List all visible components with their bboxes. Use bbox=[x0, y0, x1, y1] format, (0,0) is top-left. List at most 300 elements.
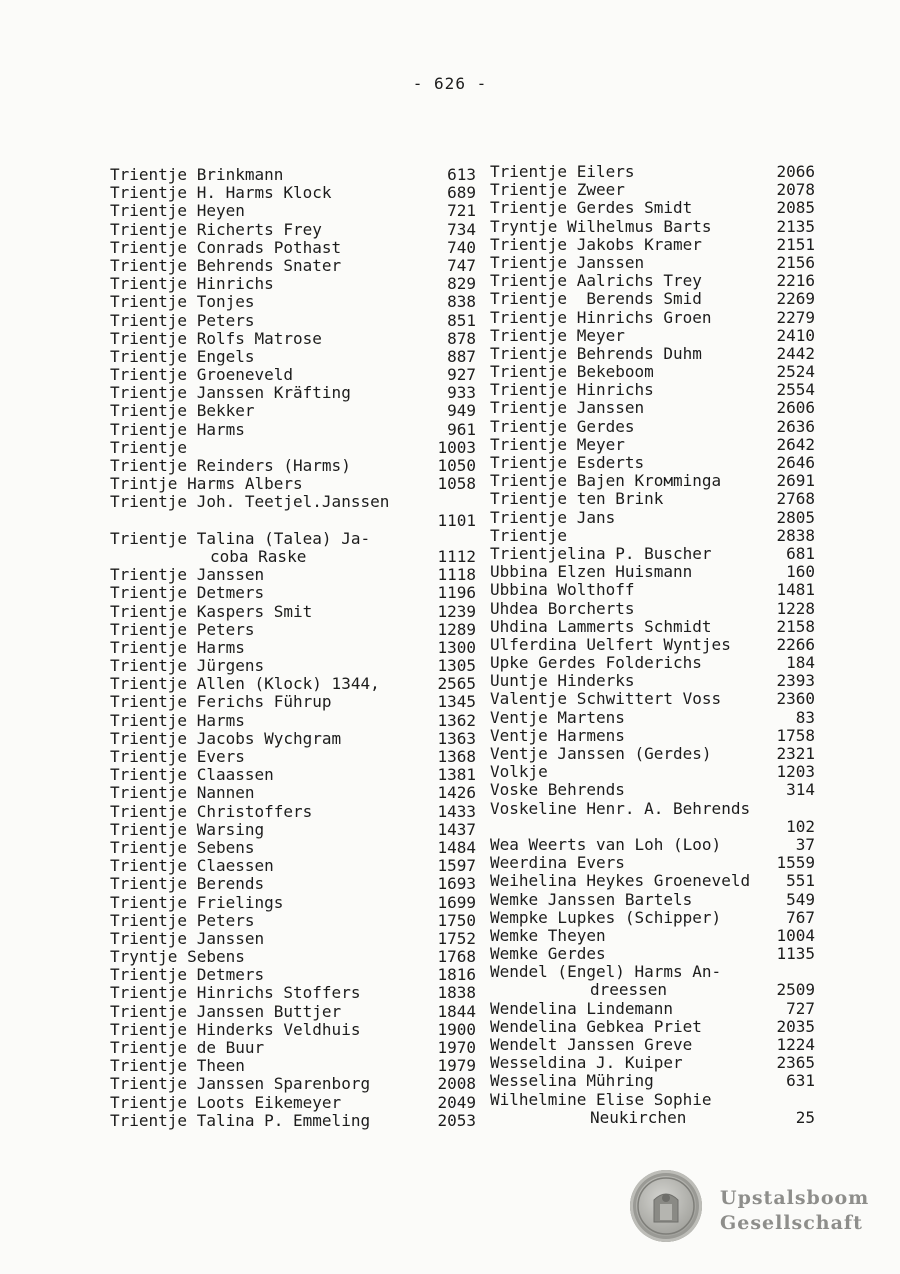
index-entry bbox=[490, 1000, 815, 1018]
entry-number: 1101 bbox=[437, 510, 476, 530]
entry-name: Wesselina Mühring bbox=[490, 1071, 654, 1091]
entry-number: 1970 bbox=[437, 1038, 476, 1057]
entry-number: 838 bbox=[447, 292, 476, 312]
index-entry bbox=[490, 945, 815, 963]
entry-number: 1699 bbox=[437, 892, 476, 912]
entry-number: 1362 bbox=[437, 710, 476, 730]
index-entry bbox=[110, 566, 476, 584]
index-entry bbox=[490, 199, 815, 217]
entry-name: Wemke Janssen Bartels bbox=[490, 889, 693, 909]
index-entry bbox=[490, 690, 815, 708]
entry-number: 1597 bbox=[437, 856, 476, 876]
entry-name: Trientje Gerdes Smidt bbox=[490, 198, 693, 218]
index-entry bbox=[110, 930, 476, 948]
brand-line-1: Upstalsboom bbox=[720, 1187, 870, 1209]
entry-name: Trientje Janssen Sparenborg bbox=[110, 1074, 371, 1094]
entry-name: Trientje Jürgens bbox=[110, 656, 265, 676]
entry-name: Trientje Hinrichs bbox=[490, 380, 654, 400]
index-entry bbox=[110, 457, 476, 475]
index-entry bbox=[490, 600, 815, 618]
index-entry bbox=[490, 163, 815, 181]
entry-name: Wemke Gerdes bbox=[490, 944, 606, 964]
index-entry bbox=[490, 654, 815, 672]
entry-number: 2606 bbox=[776, 398, 815, 418]
entry-name: Trientje Bajen Krомminga bbox=[490, 471, 722, 491]
index-entry bbox=[490, 636, 815, 654]
entry-number: 1844 bbox=[437, 1001, 476, 1021]
entry-name: Trientje Joh. Teetjel.Janssen bbox=[110, 492, 390, 512]
index-entry bbox=[110, 748, 476, 766]
entry-name: Valentje Schwittert Voss bbox=[490, 689, 722, 709]
index-entry bbox=[110, 221, 476, 239]
entry-name: Wilhelmine Elise Sophie bbox=[490, 1089, 712, 1109]
entry-number: 2442 bbox=[776, 343, 815, 363]
entry-name: Trientje Janssen Kräfting bbox=[110, 383, 351, 403]
entry-name: Trientje Janssen bbox=[110, 565, 265, 585]
entry-name: Trientje Detmers bbox=[110, 583, 265, 603]
entry-number: 1050 bbox=[437, 456, 476, 475]
index-entry bbox=[110, 803, 476, 821]
entry-name: Trientje ten Brink bbox=[490, 489, 664, 509]
entry-number: 1289 bbox=[437, 619, 476, 639]
entry-name: Trientje Claessen bbox=[110, 856, 274, 876]
entry-name: Trientje Groeneveld bbox=[110, 365, 294, 385]
index-entry bbox=[110, 948, 476, 966]
entry-name: Trientje Esderts bbox=[490, 453, 645, 472]
entry-name: Wesseldina J. Kuiper bbox=[490, 1053, 683, 1073]
entry-number: 2135 bbox=[776, 216, 815, 236]
index-entry bbox=[110, 621, 476, 639]
index-entry bbox=[110, 530, 476, 566]
entry-name: Trientje Hinrichs bbox=[110, 274, 274, 294]
entry-name: Wendel (Engel) Harms An- bbox=[490, 962, 722, 982]
entry-number: 1004 bbox=[776, 925, 815, 945]
entry-name: Trientje Christoffers bbox=[110, 801, 313, 821]
entry-number: 1239 bbox=[437, 601, 476, 621]
entry-name: Trientje Evers bbox=[110, 747, 245, 766]
index-entry bbox=[490, 836, 815, 854]
index-entry bbox=[490, 181, 815, 199]
index-entry bbox=[490, 1091, 815, 1127]
index-entry bbox=[110, 330, 476, 348]
index-entry bbox=[110, 712, 476, 730]
entry-name-continued: Neukirchen bbox=[590, 1107, 687, 1127]
entry-number: 2266 bbox=[776, 634, 815, 654]
index-entry bbox=[110, 493, 476, 529]
index-entry bbox=[490, 363, 815, 381]
entry-name: Ubbina Elzen Huismann bbox=[490, 562, 693, 582]
entry-number: 1003 bbox=[437, 437, 476, 457]
entry-name: Trientje bbox=[490, 525, 568, 545]
entry-name: Trientje Bekeboom bbox=[490, 362, 654, 382]
entry-name: Trientje Zweer bbox=[490, 180, 625, 200]
index-entry bbox=[110, 984, 476, 1002]
index-entry bbox=[490, 254, 815, 272]
index-entry bbox=[490, 618, 815, 636]
index-entry bbox=[490, 309, 815, 327]
entry-number: 1750 bbox=[437, 910, 476, 930]
entry-name: Trientje Meyer bbox=[490, 434, 625, 454]
entry-name: Trientje H. Harms Klock bbox=[110, 183, 332, 203]
entry-number: 887 bbox=[447, 346, 476, 366]
entry-number: 1693 bbox=[437, 874, 476, 894]
index-entry bbox=[490, 490, 815, 508]
entry-number: 1559 bbox=[776, 853, 815, 873]
index-entry bbox=[490, 527, 815, 545]
right-index-column bbox=[490, 163, 815, 1127]
entry-number: 2156 bbox=[776, 252, 815, 272]
entry-name: Tryntje Sebens bbox=[110, 947, 245, 967]
entry-number: 1112 bbox=[437, 546, 476, 566]
index-entry bbox=[490, 218, 815, 236]
index-entry bbox=[490, 563, 815, 581]
page-number: - 626 - bbox=[412, 74, 488, 93]
index-entry bbox=[110, 766, 476, 784]
entry-name: Trientje Frielings bbox=[110, 892, 284, 912]
entry-number: 1481 bbox=[776, 580, 815, 600]
brand-line-2: Gesellschaft bbox=[720, 1212, 863, 1234]
index-entry bbox=[490, 418, 815, 436]
entry-number: 1758 bbox=[776, 725, 815, 745]
entry-number: 721 bbox=[447, 201, 476, 221]
entry-number: 1305 bbox=[437, 656, 476, 676]
index-entry bbox=[110, 421, 476, 439]
entry-number: 2151 bbox=[776, 234, 815, 254]
entry-number: 2838 bbox=[776, 525, 815, 545]
entry-name: Trientje Janssen bbox=[490, 398, 645, 418]
entry-number: 767 bbox=[786, 907, 815, 927]
entry-number: 1228 bbox=[776, 598, 815, 618]
index-entry bbox=[110, 202, 476, 220]
entry-number: 2066 bbox=[776, 162, 815, 181]
entry-name: Uhdina Lammerts Schmidt bbox=[490, 616, 712, 636]
entry-number: 2269 bbox=[776, 289, 815, 309]
index-entry bbox=[110, 966, 476, 984]
index-entry bbox=[110, 730, 476, 748]
index-entry bbox=[110, 439, 476, 457]
index-entry bbox=[490, 1018, 815, 1036]
index-entry bbox=[110, 1021, 476, 1039]
entry-name: Weerdina Evers bbox=[490, 853, 625, 873]
entry-name: Trientje Tonjes bbox=[110, 292, 255, 312]
brand-wordmark bbox=[720, 1186, 890, 1236]
index-entry bbox=[490, 345, 815, 363]
entry-number: 184 bbox=[786, 653, 815, 673]
index-entry bbox=[490, 509, 815, 527]
entry-number: 1816 bbox=[437, 965, 476, 985]
entry-number: 102 bbox=[786, 816, 815, 836]
entry-name: Trientje Reinders (Harms) bbox=[110, 456, 351, 475]
entry-name: Trientje Eilers bbox=[490, 162, 635, 181]
entry-number: 1437 bbox=[437, 819, 476, 839]
entry-number: 2216 bbox=[776, 271, 815, 291]
entry-name: Trientje Richerts Frey bbox=[110, 219, 322, 239]
index-entry bbox=[110, 166, 476, 184]
entry-name: Trientje Janssen bbox=[110, 928, 265, 948]
index-entry bbox=[110, 839, 476, 857]
index-entry bbox=[490, 381, 815, 399]
entry-name: Trientje Talina P. Emmeling bbox=[110, 1110, 371, 1130]
entry-number: 1900 bbox=[437, 1019, 476, 1039]
entry-number: 1838 bbox=[437, 983, 476, 1003]
entry-name: Wendelina Gebkea Priet bbox=[490, 1016, 702, 1036]
entry-number: 689 bbox=[447, 183, 476, 203]
entry-name: Trientje Harms bbox=[110, 419, 245, 439]
entry-number: 878 bbox=[447, 328, 476, 348]
entry-name: Voske Behrends bbox=[490, 780, 625, 800]
upstalsboom-seal-icon bbox=[630, 1170, 702, 1242]
entry-name: Ulferdina Uelfert Wyntjes bbox=[490, 634, 731, 654]
entry-name: Trientje Sebens bbox=[110, 837, 255, 857]
entry-name: Ventje Martens bbox=[490, 707, 625, 727]
index-entry bbox=[110, 693, 476, 711]
entry-number: 2365 bbox=[776, 1053, 815, 1073]
index-entry bbox=[490, 927, 815, 945]
entry-name: Trientje Berends Smid bbox=[490, 289, 702, 309]
entry-name: Ventje Janssen (Gerdes) bbox=[490, 744, 712, 763]
left-index-column bbox=[110, 166, 476, 1130]
index-entry bbox=[110, 348, 476, 366]
entry-name: Tryntje Wilhelmus Barts bbox=[490, 216, 712, 236]
entry-number: 2035 bbox=[776, 1016, 815, 1036]
index-entry bbox=[110, 657, 476, 675]
index-entry bbox=[110, 475, 476, 493]
entry-number: 1363 bbox=[437, 728, 476, 748]
entry-number: 2008 bbox=[437, 1074, 476, 1094]
index-entry bbox=[490, 1036, 815, 1054]
entry-name: Trientjelina P. Buscher bbox=[490, 543, 712, 563]
entry-name: Trientje Jakobs Kramer bbox=[490, 234, 702, 254]
entry-name: Ventje Harmens bbox=[490, 725, 625, 745]
entry-number: 2085 bbox=[776, 198, 815, 218]
entry-name: Trientje Heyen bbox=[110, 201, 245, 221]
entry-name: Trientje Detmers bbox=[110, 965, 265, 985]
entry-name: Trientje Janssen bbox=[490, 252, 645, 272]
entry-number: 829 bbox=[447, 274, 476, 294]
entry-name: Trientje Harms bbox=[110, 710, 245, 730]
entry-number: 25 bbox=[795, 1107, 815, 1127]
entry-number: 734 bbox=[447, 219, 476, 239]
entry-number: 2691 bbox=[776, 471, 815, 491]
entry-name: Trientje Warsing bbox=[110, 819, 265, 839]
entry-number: 2805 bbox=[776, 507, 815, 527]
entry-name: Weihelina Heykes Groeneveld bbox=[490, 871, 751, 891]
index-entry bbox=[490, 454, 815, 472]
entry-name: Uuntje Hinderks bbox=[490, 671, 635, 691]
entry-number: 613 bbox=[447, 165, 476, 184]
index-entry bbox=[490, 891, 815, 909]
index-entry bbox=[490, 672, 815, 690]
entry-number: 2646 bbox=[776, 453, 815, 472]
index-entry bbox=[110, 402, 476, 420]
index-entry bbox=[110, 894, 476, 912]
entry-name: Trientje Meyer bbox=[490, 325, 625, 345]
entry-number: 927 bbox=[447, 365, 476, 385]
entry-number: 2509 bbox=[776, 980, 815, 1000]
entry-name: Trientje Talina (Talea) Ja- bbox=[110, 528, 371, 548]
entry-number: 2565 bbox=[437, 674, 476, 694]
entry-number: 1368 bbox=[437, 747, 476, 766]
index-entry bbox=[110, 821, 476, 839]
entry-name: Trientje Hinrichs Groen bbox=[490, 307, 712, 327]
seal-emblem-icon bbox=[630, 1170, 702, 1242]
index-entry bbox=[110, 1094, 476, 1112]
entry-name: Trientje Allen (Klock) 1344, bbox=[110, 674, 380, 694]
entry-number: 631 bbox=[786, 1071, 815, 1091]
entry-number: 314 bbox=[786, 780, 815, 800]
entry-name: Trientje Peters bbox=[110, 619, 255, 639]
entry-name: Trintje Harms Albers bbox=[110, 474, 303, 494]
entry-number: 1433 bbox=[437, 801, 476, 821]
entry-number: 747 bbox=[447, 255, 476, 275]
entry-number: 1752 bbox=[437, 928, 476, 948]
entry-name: Trientje Kaspers Smit bbox=[110, 601, 313, 621]
entry-name: Trientje Theen bbox=[110, 1056, 245, 1076]
entry-number: 961 bbox=[447, 419, 476, 439]
entry-name: Wendelina Lindemann bbox=[490, 998, 674, 1018]
entry-name: Wea Weerts van Loh (Loo) bbox=[490, 834, 722, 854]
entry-number: 2410 bbox=[776, 325, 815, 345]
entry-name: Wendelt Janssen Greve bbox=[490, 1035, 693, 1054]
entry-number: 2642 bbox=[776, 434, 815, 454]
entry-name: Voskeline Henr. A. Behrends bbox=[490, 798, 751, 818]
entry-name: Trientje Gerdes bbox=[490, 416, 635, 436]
entry-number: 851 bbox=[447, 310, 476, 330]
entry-number: 549 bbox=[786, 889, 815, 909]
entry-number: 1381 bbox=[437, 765, 476, 785]
index-entry bbox=[490, 1054, 815, 1072]
entry-number: 727 bbox=[786, 998, 815, 1018]
entry-name-continued: coba Raske bbox=[210, 546, 307, 566]
index-entry bbox=[110, 239, 476, 257]
index-entry bbox=[490, 854, 815, 872]
index-entry bbox=[490, 236, 815, 254]
index-entry bbox=[490, 709, 815, 727]
entry-number: 2158 bbox=[776, 616, 815, 636]
index-entry bbox=[110, 1112, 476, 1130]
entry-name: Trientje Jacobs Wychgram bbox=[110, 728, 342, 748]
index-entry bbox=[490, 399, 815, 417]
index-entry bbox=[110, 784, 476, 802]
entry-number: 83 bbox=[795, 707, 815, 727]
index-entry bbox=[490, 745, 815, 763]
entry-number: 2524 bbox=[776, 362, 815, 382]
index-entry bbox=[110, 1057, 476, 1075]
entry-number: 1979 bbox=[437, 1056, 476, 1076]
entry-name: Trientje Claassen bbox=[110, 765, 274, 785]
index-entry bbox=[110, 1075, 476, 1093]
entry-number: 160 bbox=[786, 562, 815, 582]
entry-name: Trientje Bekker bbox=[110, 401, 255, 421]
entry-name: Trientje Peters bbox=[110, 910, 255, 930]
index-entry bbox=[490, 963, 815, 999]
entry-number: 949 bbox=[447, 401, 476, 421]
entry-number: 2078 bbox=[776, 180, 815, 200]
index-entry bbox=[490, 727, 815, 745]
entry-name: Trientje Loots Eikemeyer bbox=[110, 1092, 342, 1112]
entry-number: 2360 bbox=[776, 689, 815, 709]
entry-name: Trientje Aalrichs Trey bbox=[490, 271, 702, 291]
entry-name: Volkje bbox=[490, 762, 548, 782]
entry-number: 2768 bbox=[776, 489, 815, 509]
entry-number: 1426 bbox=[437, 783, 476, 803]
entry-name: Trientje Brinkmann bbox=[110, 165, 284, 184]
index-entry bbox=[110, 875, 476, 893]
entry-number: 2053 bbox=[437, 1110, 476, 1130]
entry-name: Trientje bbox=[110, 437, 188, 457]
entry-number: 1224 bbox=[776, 1035, 815, 1054]
entry-number: 933 bbox=[447, 383, 476, 403]
entry-number: 1345 bbox=[437, 692, 476, 712]
entry-name: Trientje Berends bbox=[110, 874, 265, 894]
entry-number: 2279 bbox=[776, 307, 815, 327]
entry-name: Trientje Behrends Duhm bbox=[490, 343, 702, 363]
index-entry bbox=[110, 912, 476, 930]
entry-name: Trientje Nannen bbox=[110, 783, 255, 803]
index-entry bbox=[490, 290, 815, 308]
entry-number: 37 bbox=[795, 834, 815, 854]
entry-name: Wempke Lupkes (Schipper) bbox=[490, 907, 722, 927]
entry-name: Trientje Hinderks Veldhuis bbox=[110, 1019, 361, 1039]
entry-name: Trientje Jans bbox=[490, 507, 616, 527]
entry-name: Trientje Ferichs Führup bbox=[110, 692, 332, 712]
index-entry bbox=[110, 275, 476, 293]
index-entry bbox=[110, 857, 476, 875]
entry-number: 1058 bbox=[437, 474, 476, 494]
entry-number: 1203 bbox=[776, 762, 815, 782]
index-entry bbox=[490, 763, 815, 781]
entry-name: Ubbina Wolthoff bbox=[490, 580, 635, 600]
entry-number: 1135 bbox=[776, 944, 815, 964]
index-entry bbox=[490, 472, 815, 490]
entry-name: Upke Gerdes Folderichs bbox=[490, 653, 702, 673]
entry-name: Trientje Rolfs Matrose bbox=[110, 328, 322, 348]
entry-name: Trientje Hinrichs Stoffers bbox=[110, 983, 361, 1003]
index-entry bbox=[490, 1072, 815, 1090]
index-entry bbox=[110, 603, 476, 621]
index-entry bbox=[110, 184, 476, 202]
entry-name: Trientje Harms bbox=[110, 637, 245, 657]
entry-number: 1768 bbox=[437, 947, 476, 967]
entry-name: Uhdea Borcherts bbox=[490, 598, 635, 618]
entry-number: 2554 bbox=[776, 380, 815, 400]
entry-name: Trientje Janssen Buttjer bbox=[110, 1001, 342, 1021]
index-entry bbox=[110, 1039, 476, 1057]
index-entry bbox=[490, 272, 815, 290]
index-entry bbox=[490, 872, 815, 890]
index-entry bbox=[110, 293, 476, 311]
entry-number: 2321 bbox=[776, 744, 815, 763]
index-entry bbox=[490, 327, 815, 345]
entry-number: 740 bbox=[447, 237, 476, 257]
entry-name: Wemke Theyen bbox=[490, 925, 606, 945]
entry-number: 2636 bbox=[776, 416, 815, 436]
entry-name: Trientje de Buur bbox=[110, 1038, 265, 1057]
entry-number: 1484 bbox=[437, 837, 476, 857]
index-entry bbox=[490, 781, 815, 799]
entry-number: 551 bbox=[786, 871, 815, 891]
index-entry bbox=[490, 545, 815, 563]
entry-name: Trientje Behrends Snater bbox=[110, 255, 342, 275]
index-entry bbox=[110, 584, 476, 602]
index-entry bbox=[110, 257, 476, 275]
entry-name-continued: dreessen bbox=[590, 980, 668, 1000]
index-entry bbox=[110, 384, 476, 402]
entry-number: 1196 bbox=[437, 583, 476, 603]
entry-number: 2393 bbox=[776, 671, 815, 691]
index-entry bbox=[490, 800, 815, 836]
entry-name: Trientje Engels bbox=[110, 346, 255, 366]
